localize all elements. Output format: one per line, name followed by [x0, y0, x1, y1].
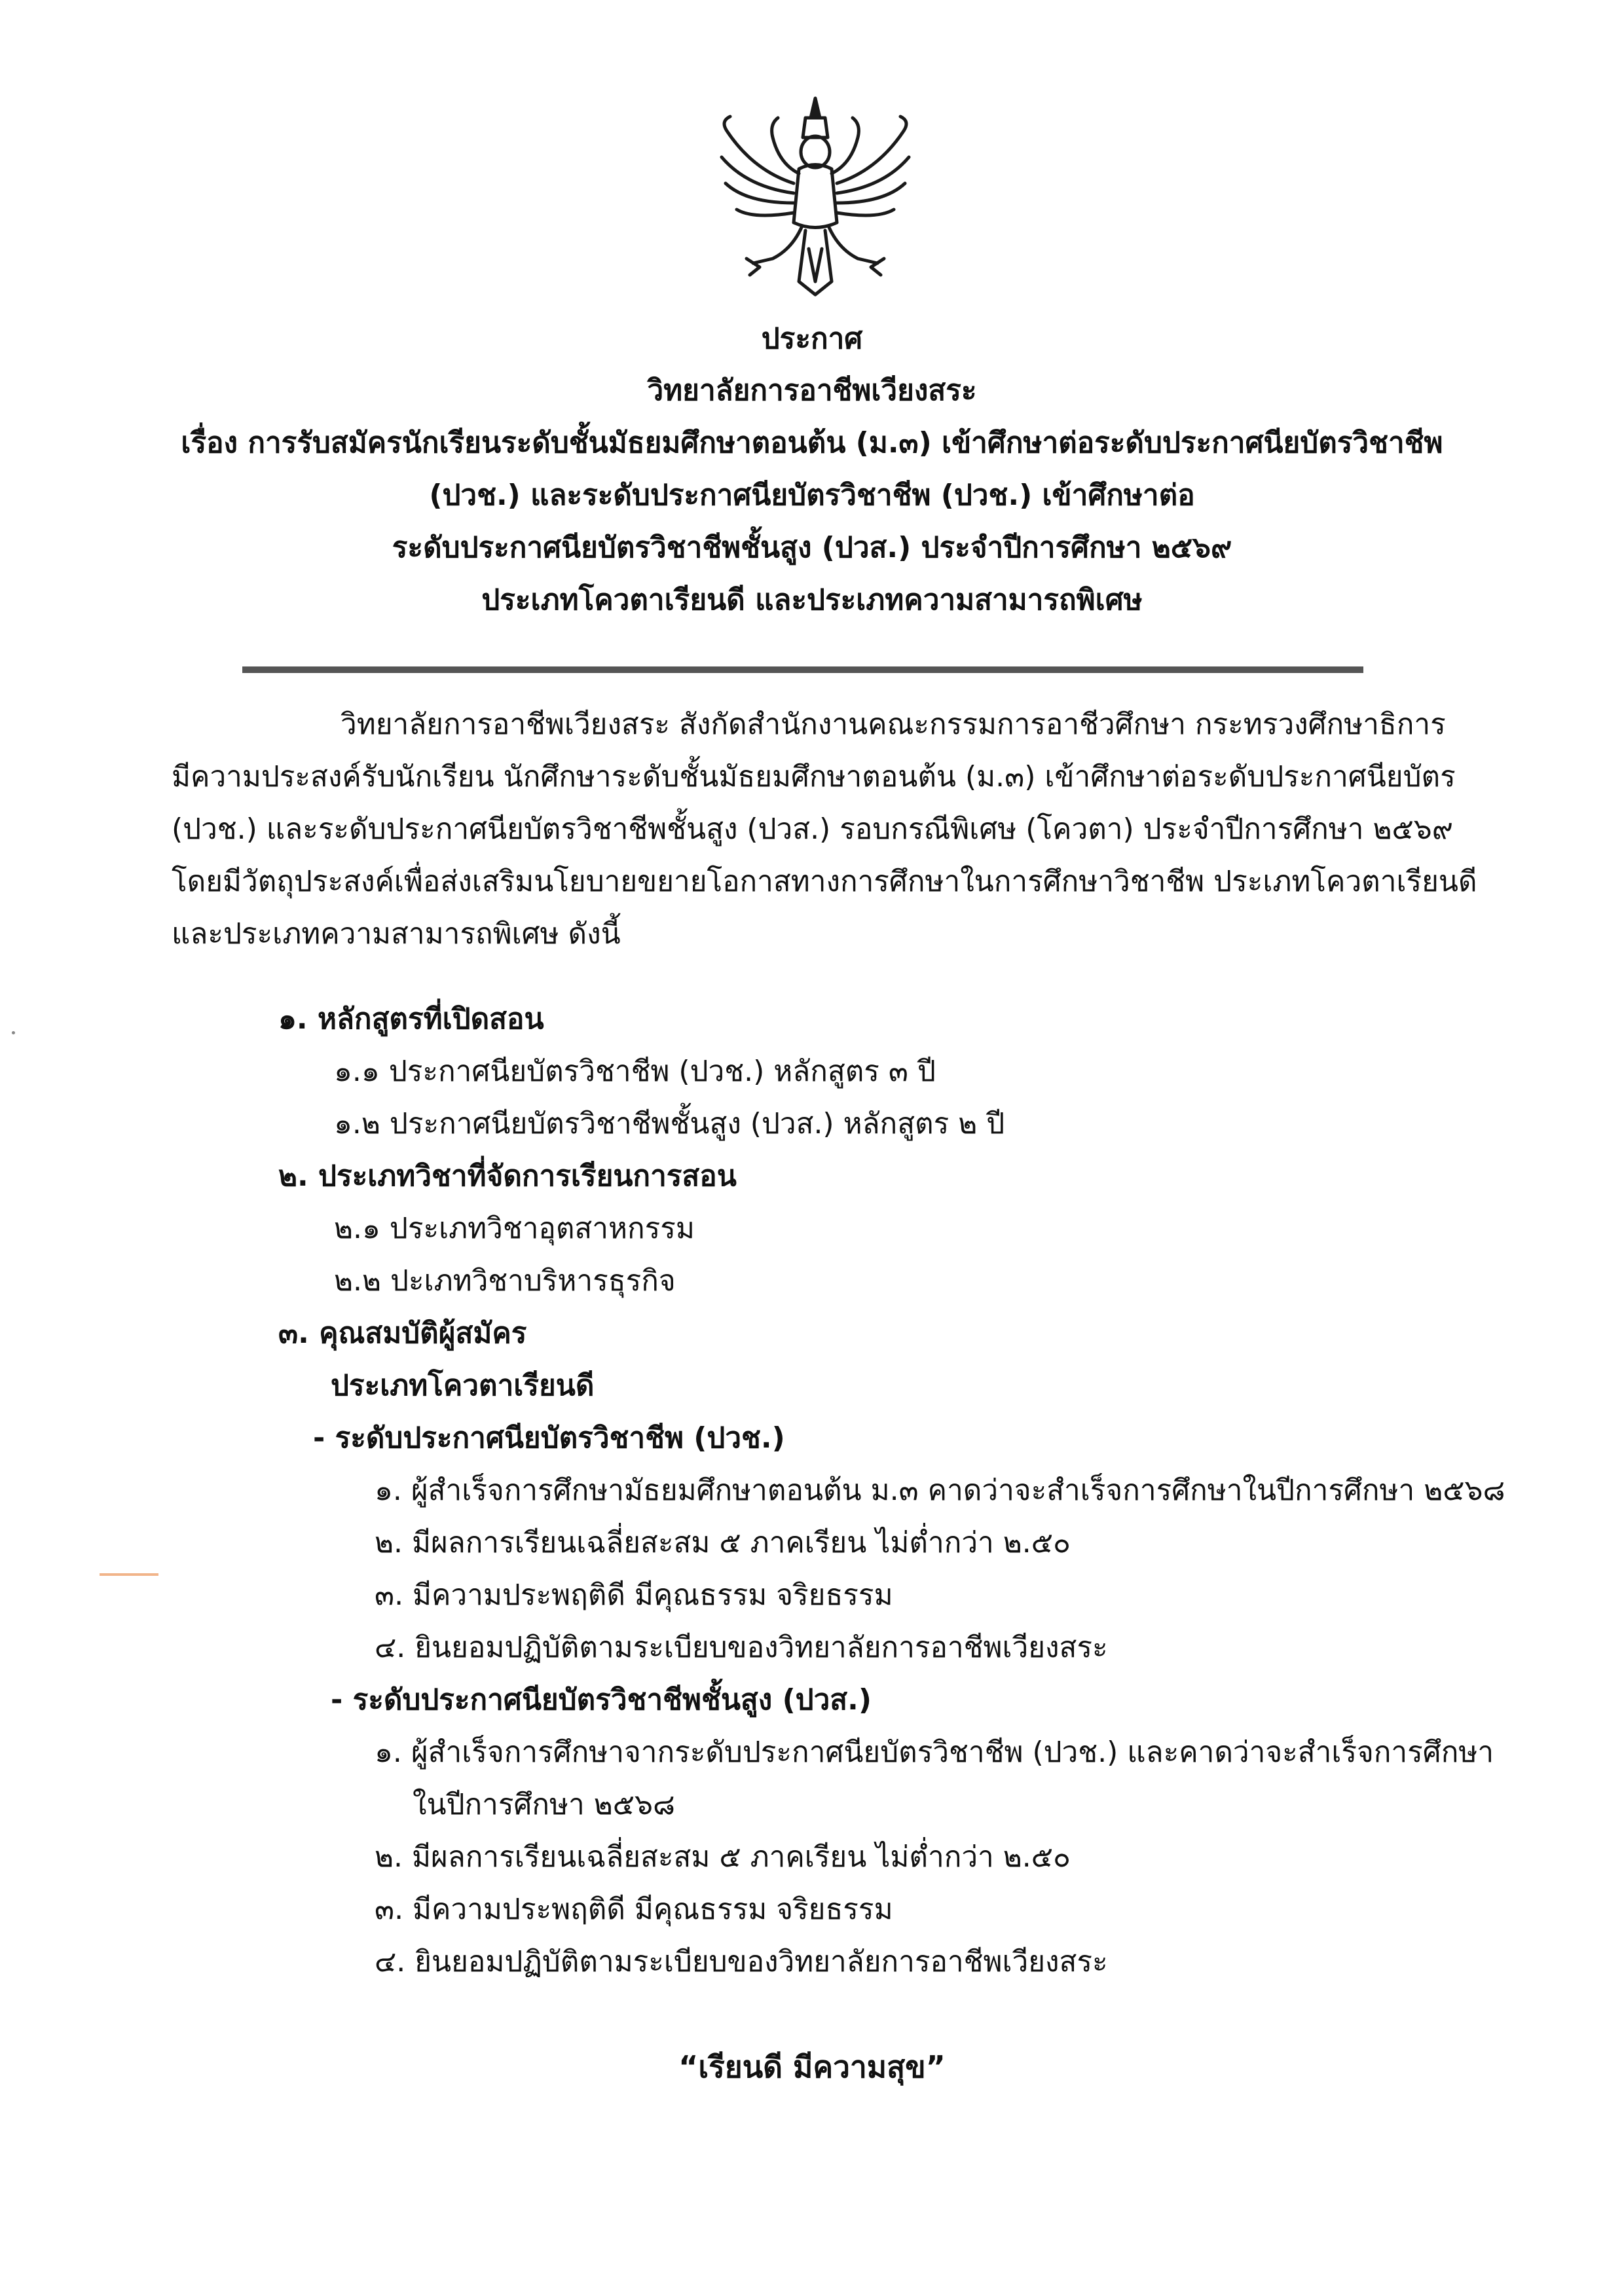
pvc-item-2: ๒. มีผลการเรียนเฉลี่ยสะสม ๕ ภาคเรียน ไม่ต่ำกว่า ๒.๕๐: [375, 1526, 1071, 1559]
scan-mark: [100, 1573, 158, 1576]
section-1-item-1: ๑.๑ ประกาศนียบัตรวิชาชีพ (ปวช.) หลักสูตร ๓ ปี: [334, 1055, 936, 1088]
section-1-item-2: ๑.๒ ประกาศนียบัตรวิชาชีพชั้นสูง (ปวส.) หลักสูตร ๒ ปี: [334, 1107, 1005, 1140]
pvc-heading: - ระดับประกาศนียบัตรวิชาชีพ (ปวช.): [313, 1421, 785, 1455]
pvs-item-2: ๒. มีผลการเรียนเฉลี่ยสะสม ๕ ภาคเรียน ไม่ต่ำกว่า ๒.๕๐: [375, 1840, 1071, 1874]
garuda-emblem-icon: [707, 92, 923, 301]
scan-dot: [12, 1031, 15, 1034]
intro-line-3: (ปวช.) และระดับประกาศนียบัตรวิชาชีพชั้นสูง (ปวส.) รอบกรณีพิเศษ (โควตา) ประจำปีการศึกษา ๒๕๖๙: [172, 812, 1453, 846]
announcement-title: ประกาศ: [761, 322, 863, 355]
section-2-item-1: ๒.๑ ประเภทวิชาอุตสาหกรรม: [334, 1212, 695, 1245]
subject-line-2: (ปวช.) และระดับประกาศนียบัตรวิชาชีพ (ปวช.) เข้าศึกษาต่อ: [429, 479, 1195, 512]
intro-line-4: โดยมีวัตถุประสงค์เพื่อส่งเสริมนโยบายขยายโอกาสทางการศึกษาในการศึกษาวิชาชีพ ประเภทโควตาเรียนดี: [172, 865, 1477, 898]
header-divider: [242, 666, 1363, 673]
section-3-heading: ๓. คุณสมบัติผู้สมัคร: [278, 1317, 527, 1350]
subject-line-3: ระดับประกาศนียบัตรวิชาชีพชั้นสูง (ปวส.) ประจำปีการศึกษา ๒๕๖๙: [392, 531, 1232, 564]
pvs-item-1b: ในปีการศึกษา ๒๕๖๘: [413, 1788, 675, 1821]
pvc-item-3: ๓. มีความประพฤติดี มีคุณธรรม จริยธรรม: [375, 1578, 893, 1612]
closing-quote: “เรียนดี มีความสุข”: [678, 2049, 946, 2085]
subject-line-4: ประเภทโควตาเรียนดี และประเภทความสามารถพิเศษ: [481, 583, 1143, 617]
section-1-heading: ๑. หลักสูตรที่เปิดสอน: [278, 1002, 544, 1036]
section-3-subheading: ประเภทโควตาเรียนดี: [331, 1369, 595, 1402]
pvs-item-3: ๓. มีความประพฤติดี มีคุณธรรม จริยธรรม: [375, 1893, 893, 1926]
intro-line-1: วิทยาลัยการอาชีพเวียงสระ สังกัดสำนักงานคณะกรรมการอาชีวศึกษา กระทรวงศึกษาธิการ: [341, 708, 1446, 741]
section-2-item-2: ๒.๒ ปะเภทวิชาบริหารธุรกิจ: [334, 1264, 676, 1298]
pvc-item-4: ๔. ยินยอมปฏิบัติตามระเบียบของวิทยาลัยการอาชีพเวียงสระ: [375, 1631, 1108, 1664]
section-2-heading: ๒. ประเภทวิชาที่จัดการเรียนการสอน: [278, 1159, 737, 1193]
pvc-item-1: ๑. ผู้สำเร็จการศึกษามัธยมศึกษาตอนต้น ม.๓ คาดว่าจะสำเร็จการศึกษาในปีการศึกษา ๒๕๖๘: [375, 1474, 1505, 1507]
subject-line-1: เรื่อง การรับสมัครนักเรียนระดับชั้นมัธยมศึกษาตอนต้น (ม.๓) เข้าศึกษาต่อระดับประกาศนียบัตรวิชาชีพ: [181, 426, 1443, 460]
pvs-item-1a: ๑. ผู้สำเร็จการศึกษาจากระดับประกาศนียบัตรวิชาชีพ (ปวช.) และคาดว่าจะสำเร็จการศึกษา: [375, 1736, 1494, 1769]
college-name: วิทยาลัยการอาชีพเวียงสระ: [647, 374, 977, 407]
pvs-heading: - ระดับประกาศนียบัตรวิชาชีพชั้นสูง (ปวส.): [331, 1683, 872, 1717]
intro-line-2: มีความประสงค์รับนักเรียน นักศึกษาระดับชั้นมัธยมศึกษาตอนต้น (ม.๓) เข้าศึกษาต่อระดับประกาศนียบัตร: [172, 760, 1456, 793]
intro-line-5: และประเภทความสามารถพิเศษ ดังนี้: [172, 917, 621, 951]
pvs-item-4: ๔. ยินยอมปฏิบัติตามระเบียบของวิทยาลัยการอาชีพเวียงสระ: [375, 1945, 1108, 1978]
